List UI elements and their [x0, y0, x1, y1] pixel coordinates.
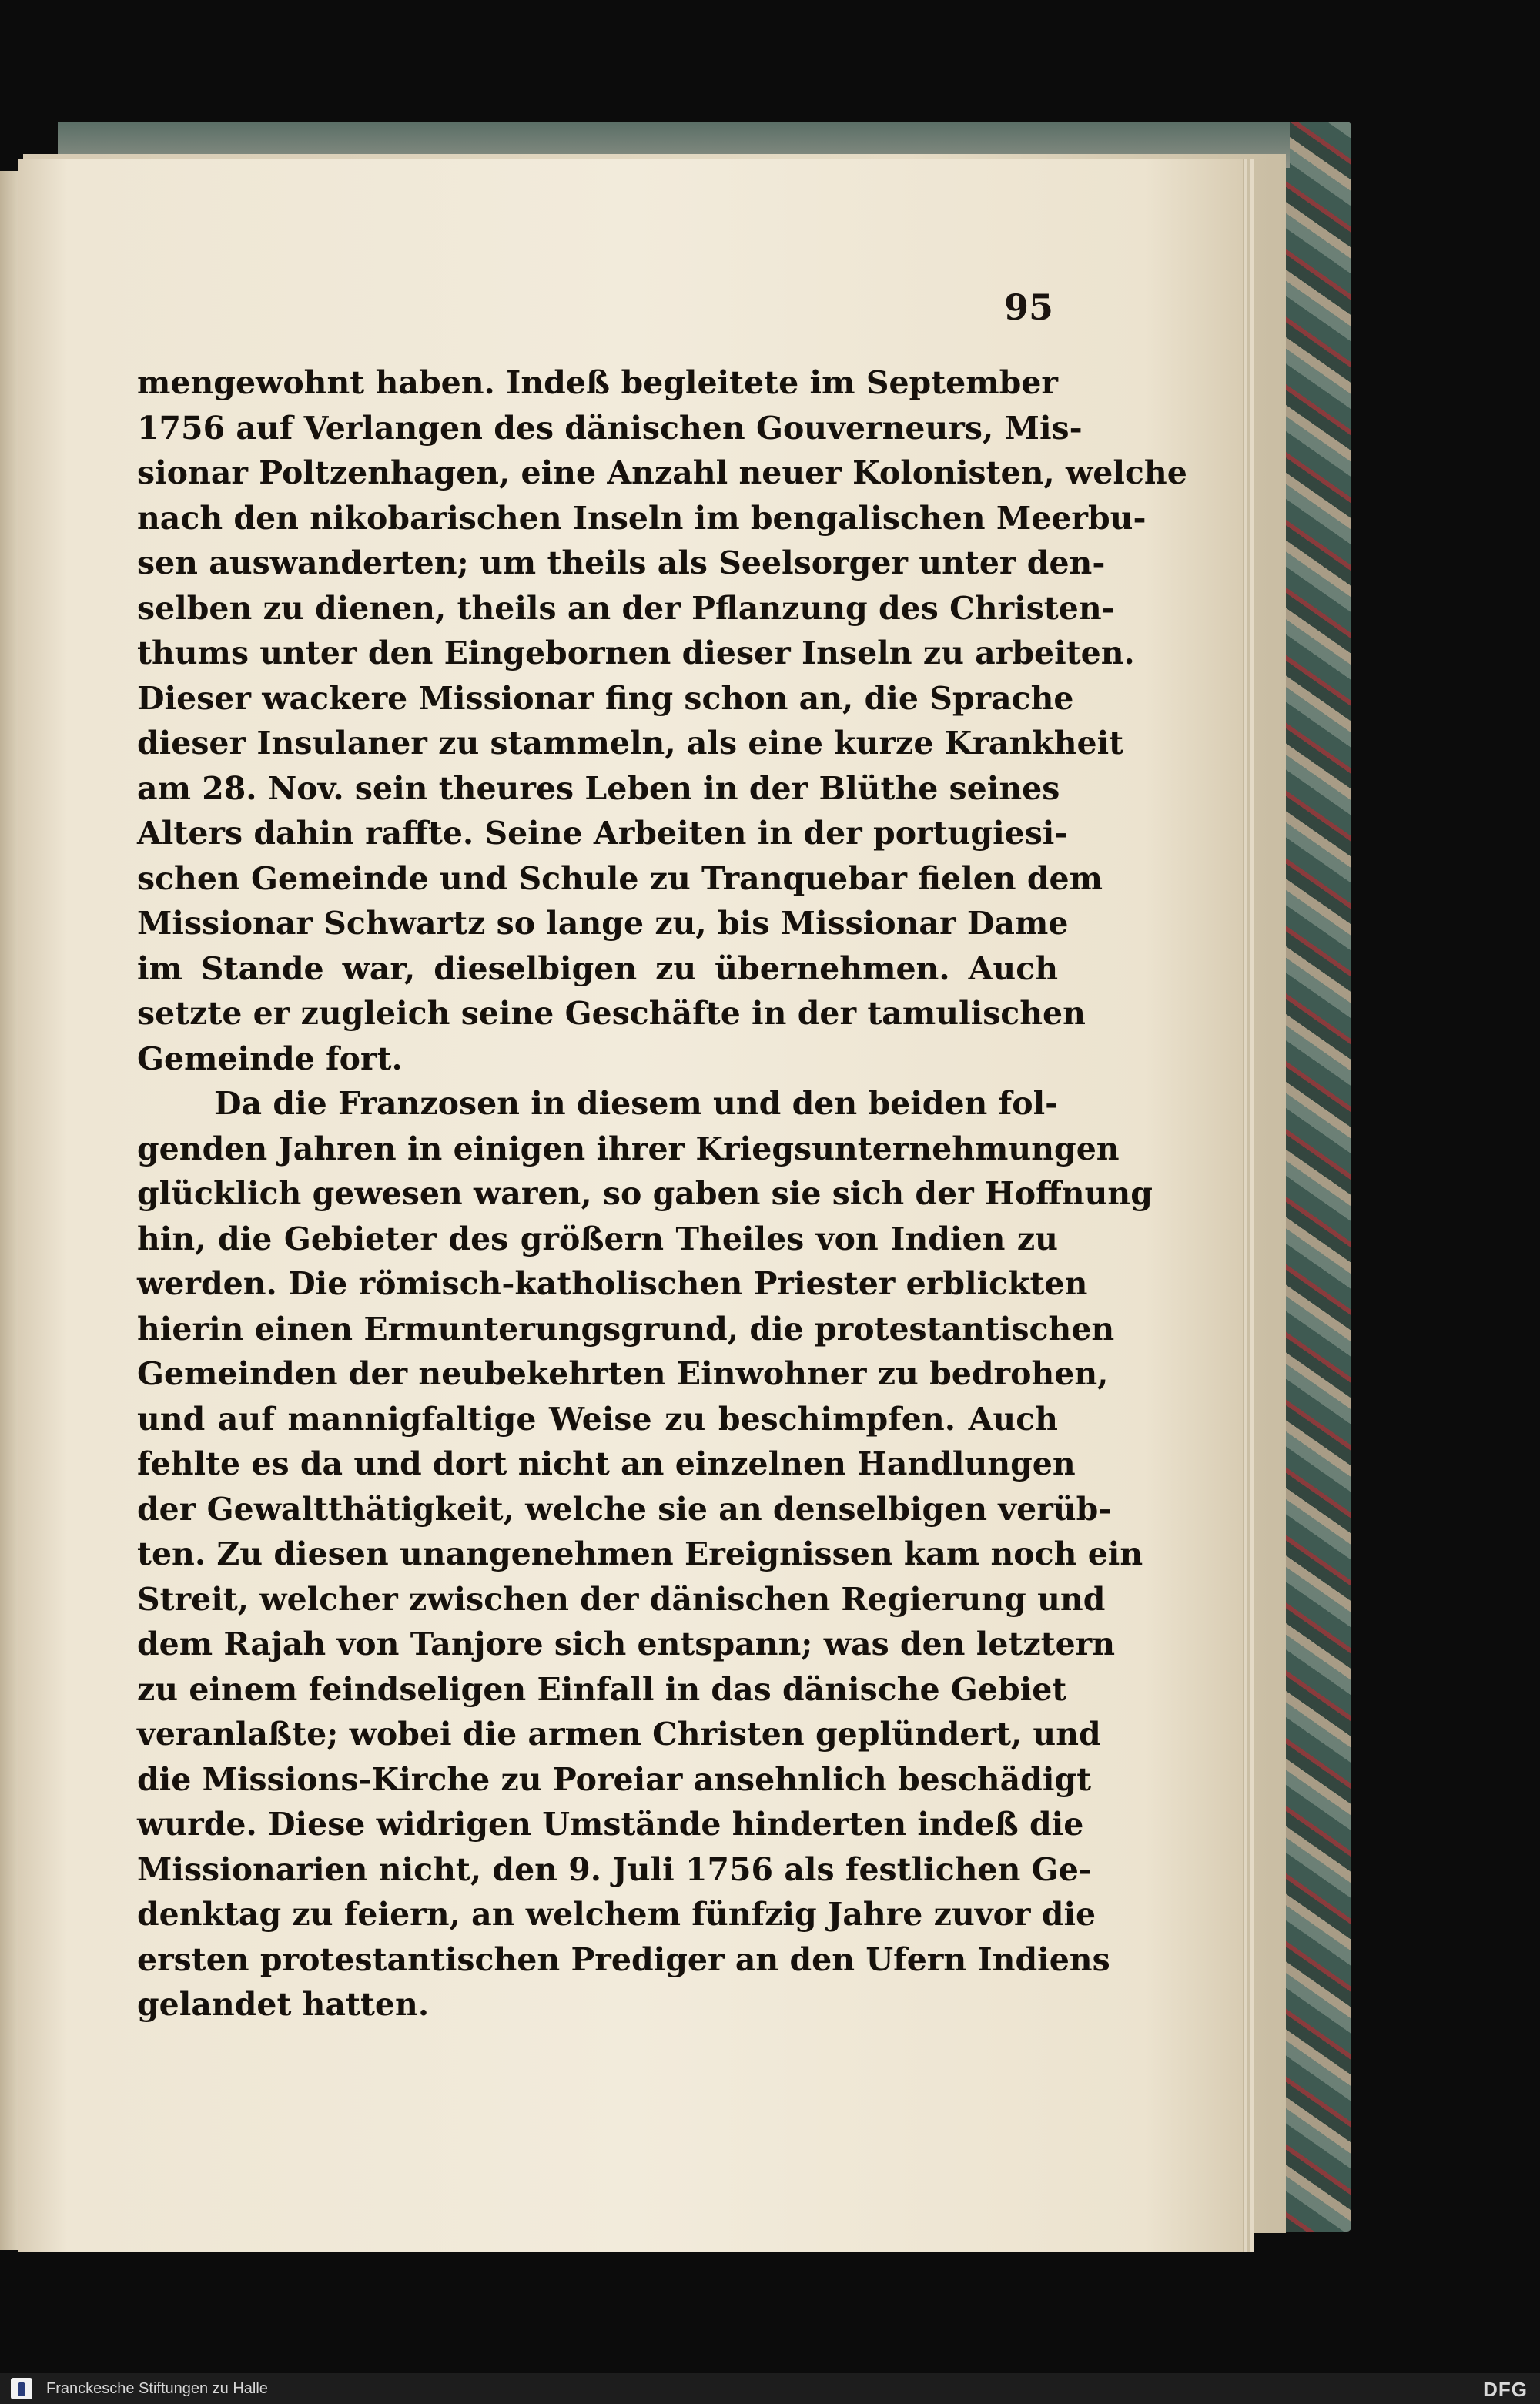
text-line: setzte er zugleich seine Geschäfte in der tamulischen: [137, 995, 1086, 1032]
text-line: sen auswanderten; um theils als Seelsorger unter den-: [137, 544, 1106, 581]
text-line: Missionarien nicht, den 9. Juli 1756 als festlichen Ge-: [137, 1850, 1092, 1888]
text-line: hin, die Gebieter des größern Theiles von Indien zu: [137, 1220, 1058, 1257]
text-line: wurde. Diese widrigen Umstände hinderten indeß die: [137, 1806, 1084, 1843]
text-line: Alters dahin raffte. Seine Arbeiten in der portugiesi-: [137, 815, 1068, 852]
text-line: die Missions-Kirche zu Poreiar ansehnlich beschädigt: [137, 1760, 1092, 1798]
text-line: Da die Franzosen in diesem und den beiden fol-: [214, 1085, 1059, 1122]
text-line: werden. Die römisch-katholischen Priester erblickten: [137, 1265, 1088, 1302]
text-line: schen Gemeinde und Schule zu Tranquebar fielen dem: [137, 859, 1103, 897]
text-line: veranlaßte; wobei die armen Christen geplündert, und: [137, 1716, 1101, 1753]
page-text: [137, 360, 1187, 2027]
text-line: ersten protestantischen Prediger an den Ufern Indiens: [137, 1940, 1110, 1978]
text-line: fehlte es da und dort nicht an einzelnen Handlungen: [137, 1445, 1076, 1482]
text-line: glücklich gewesen waren, so gaben sie sich der Hoffnung: [137, 1175, 1153, 1212]
text-line: und auf mannigfaltige Weise zu beschimpfen. Auch: [137, 1400, 1058, 1438]
text-line: der Gewaltthätigkeit, welche sie an denselbigen verüb-: [137, 1490, 1112, 1528]
text-line: denktag zu feiern, an welchem fünfzig Jahre zuvor die: [137, 1896, 1096, 1933]
text-line: thums unter den Eingebornen dieser Inseln zu arbeiten.: [137, 634, 1135, 671]
text-line: hierin einen Ermunterungsgrund, die protestantischen: [137, 1310, 1115, 1348]
dfg-logo: DFG: [1483, 2378, 1528, 2401]
text-line: zu einem feindseligen Einfall in das dänische Gebiet: [137, 1670, 1067, 1708]
text-line: selben zu dienen, theils an der Pflanzung des Christen-: [137, 589, 1115, 627]
institution-logo-icon: [11, 2378, 32, 2399]
text-line: Gemeinden der neubekehrten Einwohner zu bedrohen,: [137, 1355, 1109, 1392]
text-line: am 28. Nov. sein theures Leben in der Blüthe seines: [137, 769, 1060, 807]
text-line: gelandet hatten.: [137, 1986, 430, 2023]
page-number: 95: [1003, 286, 1053, 328]
text-line: Gemeinde fort.: [137, 1040, 403, 1077]
institution-name: Franckesche Stiftungen zu Halle: [46, 2380, 268, 2397]
text-line: ten. Zu diesen unangenehmen Ereignissen kam noch ein: [137, 1535, 1143, 1572]
text-line: 1756 auf Verlangen des dänischen Gouverneurs, Mis-: [137, 409, 1083, 447]
text-line: genden Jahren in einigen ihrer Kriegsunternehmungen: [137, 1130, 1120, 1167]
text-line: mengewohnt haben. Indeß begleitete im September: [137, 364, 1058, 401]
text-line: im Stande war, dieselbigen zu übernehmen. Auch: [137, 949, 1058, 987]
text-line: dieser Insulaner zu stammeln, als eine kurze Krankheit: [137, 725, 1124, 762]
text-line: sionar Poltzenhagen, eine Anzahl neuer Kolonisten, welche: [137, 454, 1187, 491]
text-line: nach den nikobarischen Inseln im bengalischen Meerbu-: [137, 499, 1147, 537]
text-line: Streit, welcher zwischen der dänischen Regierung und: [137, 1580, 1106, 1618]
text-line: dem Rajah von Tanjore sich entspann; was den letztern: [137, 1626, 1116, 1662]
text-line: Missionar Schwartz so lange zu, bis Missionar Dame: [137, 905, 1069, 942]
viewer-footer: [0, 2373, 1540, 2404]
text-line: Dieser wackere Missionar fing schon an, die Sprache: [137, 679, 1074, 717]
